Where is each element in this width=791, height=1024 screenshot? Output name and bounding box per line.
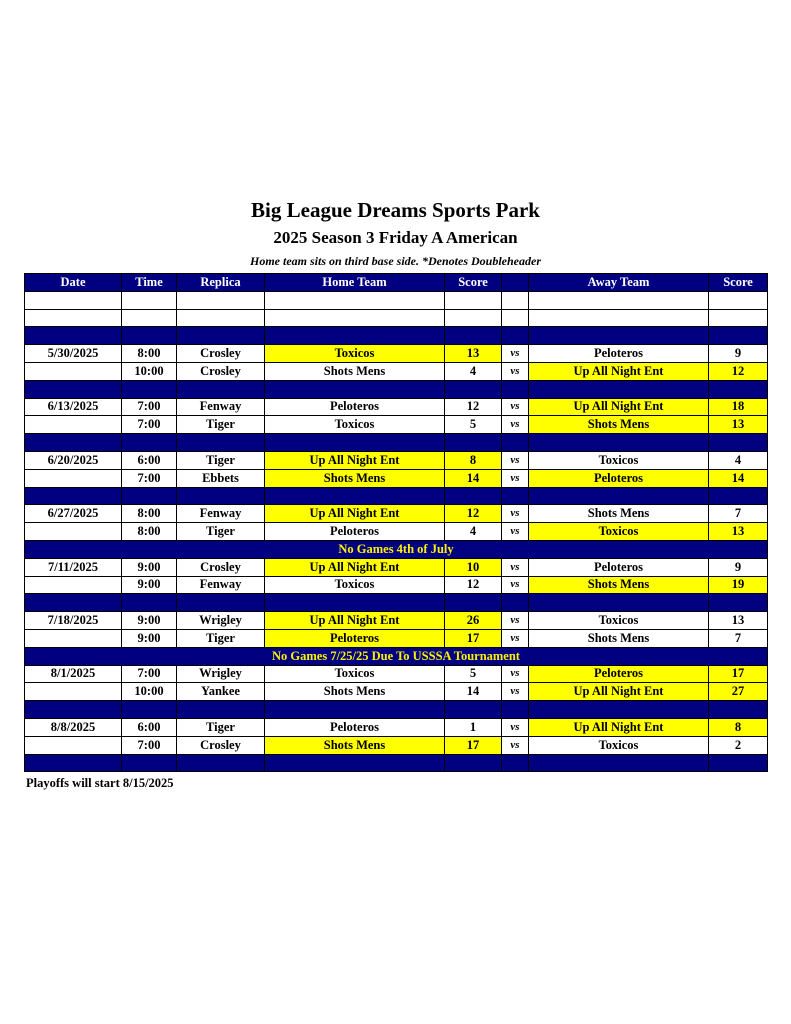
blank-cell [177,291,265,309]
replica-cell: Wrigley [177,665,265,683]
separator-cell [502,754,529,772]
away-team-cell: Toxicos [529,451,709,469]
home-score-cell: 14 [445,469,502,487]
separator-cell [709,754,768,772]
separator-cell [265,487,445,505]
blank-cell [177,309,265,327]
blank-cell [265,291,445,309]
separator-cell [502,487,529,505]
away-score-cell: 27 [709,683,768,701]
away-score-cell: 13 [709,612,768,630]
separator-row [25,701,768,719]
home-score-cell: 1 [445,718,502,736]
date-cell: 7/11/2025 [25,558,122,576]
replica-cell: Yankee [177,683,265,701]
separator-cell [25,380,122,398]
home-team-cell: Up All Night Ent [265,505,445,523]
home-team-cell: Shots Mens [265,362,445,380]
game-row [25,736,768,754]
away-score-cell: 19 [709,576,768,594]
header-away-team: Away Team [529,274,709,292]
separator-cell [709,594,768,612]
separator-row [25,380,768,398]
separator-cell [177,327,265,345]
home-score-cell: 12 [445,398,502,416]
away-team-cell: Up All Night Ent [529,398,709,416]
vs-cell: vs [502,469,529,487]
replica-cell: Wrigley [177,612,265,630]
separator-cell [529,594,709,612]
separator-cell [529,754,709,772]
separator-cell [709,487,768,505]
date-cell: 8/1/2025 [25,665,122,683]
away-team-cell: Peloteros [529,665,709,683]
separator-cell [265,754,445,772]
home-team-cell: Shots Mens [265,469,445,487]
blank-cell [529,309,709,327]
vs-cell: vs [502,576,529,594]
separator-cell [25,701,122,719]
home-team-cell: Shots Mens [265,736,445,754]
blank-cell [529,291,709,309]
game-row [25,345,768,363]
home-score-cell: 26 [445,612,502,630]
time-cell: 8:00 [122,505,177,523]
date-cell: 7/18/2025 [25,612,122,630]
vs-cell: vs [502,718,529,736]
separator-cell [177,380,265,398]
header-date: Date [25,274,122,292]
home-score-cell: 14 [445,683,502,701]
home-score-cell: 12 [445,505,502,523]
home-team-cell: Toxicos [265,345,445,363]
time-cell: 7:00 [122,416,177,434]
game-row [25,558,768,576]
date-cell [25,523,122,541]
home-score-cell: 13 [445,345,502,363]
home-score-cell: 5 [445,665,502,683]
header-away-score: Score [709,274,768,292]
away-team-cell: Shots Mens [529,505,709,523]
game-row [25,398,768,416]
away-score-cell: 9 [709,558,768,576]
blank-cell [265,309,445,327]
away-team-cell: Shots Mens [529,576,709,594]
replica-cell: Tiger [177,523,265,541]
separator-row [25,327,768,345]
home-score-cell: 4 [445,523,502,541]
separator-cell [122,327,177,345]
away-team-cell: Shots Mens [529,416,709,434]
separator-cell [709,701,768,719]
header-row [25,274,768,292]
home-team-cell: Up All Night Ent [265,451,445,469]
home-score-cell: 17 [445,736,502,754]
replica-cell: Tiger [177,718,265,736]
time-cell: 7:00 [122,736,177,754]
blank-row [25,291,768,309]
game-row [25,576,768,594]
blank-cell [709,309,768,327]
separator-row [25,434,768,452]
replica-cell: Crosley [177,362,265,380]
away-score-cell: 12 [709,362,768,380]
separator-cell [529,380,709,398]
separator-cell [709,327,768,345]
away-team-cell: Peloteros [529,345,709,363]
separator-cell [502,594,529,612]
home-score-cell: 4 [445,362,502,380]
away-score-cell: 7 [709,505,768,523]
date-cell: 6/20/2025 [25,451,122,469]
away-team-cell: Up All Night Ent [529,683,709,701]
blank-cell [445,291,502,309]
separator-note: No Games 7/25/25 Due To USSSA Tournament [25,647,768,665]
replica-cell: Tiger [177,451,265,469]
away-team-cell: Toxicos [529,736,709,754]
playoffs-note: Playoffs will start 8/15/2025 [26,776,174,790]
time-cell: 9:00 [122,629,177,647]
away-team-cell: Toxicos [529,523,709,541]
vs-cell: vs [502,416,529,434]
separator-cell [502,434,529,452]
away-score-cell: 7 [709,629,768,647]
blank-row [25,309,768,327]
game-row [25,718,768,736]
separator-cell [445,487,502,505]
vs-cell: vs [502,345,529,363]
time-cell: 7:00 [122,469,177,487]
game-row [25,629,768,647]
separator-cell [265,434,445,452]
separator-cell [25,594,122,612]
vs-cell: vs [502,451,529,469]
date-cell [25,576,122,594]
header-time: Time [122,274,177,292]
replica-cell: Tiger [177,416,265,434]
separator-cell [529,487,709,505]
separator-cell [177,434,265,452]
vs-cell: vs [502,398,529,416]
separator-cell [25,327,122,345]
away-team-cell: Up All Night Ent [529,718,709,736]
game-row [25,612,768,630]
vs-cell: vs [502,523,529,541]
blank-cell [122,291,177,309]
separator-cell [502,327,529,345]
separator-cell [177,701,265,719]
time-cell: 7:00 [122,398,177,416]
separator-row [25,647,768,665]
separator-cell [122,754,177,772]
header-home-team: Home Team [265,274,445,292]
replica-cell: Fenway [177,576,265,594]
home-team-cell: Peloteros [265,398,445,416]
away-team-cell: Up All Night Ent [529,362,709,380]
vs-cell: vs [502,629,529,647]
home-team-cell: Up All Night Ent [265,558,445,576]
time-cell: 7:00 [122,665,177,683]
separator-cell [445,434,502,452]
time-cell: 8:00 [122,523,177,541]
vs-cell: vs [502,736,529,754]
document-subtitle: 2025 Season 3 Friday A American [273,228,518,247]
separator-cell [529,701,709,719]
separator-cell [122,701,177,719]
separator-cell [25,487,122,505]
date-cell [25,629,122,647]
away-score-cell: 18 [709,398,768,416]
home-team-cell: Up All Night Ent [265,612,445,630]
time-cell: 8:00 [122,345,177,363]
game-row [25,505,768,523]
home-team-cell: Toxicos [265,416,445,434]
document-title: Big League Dreams Sports Park [251,198,540,222]
vs-cell: vs [502,362,529,380]
replica-cell: Tiger [177,629,265,647]
separator-cell [177,754,265,772]
separator-cell [122,434,177,452]
away-score-cell: 13 [709,416,768,434]
home-score-cell: 10 [445,558,502,576]
separator-cell [25,434,122,452]
home-team-cell: Shots Mens [265,683,445,701]
away-score-cell: 17 [709,665,768,683]
separator-cell [122,487,177,505]
time-cell: 9:00 [122,612,177,630]
home-score-cell: 12 [445,576,502,594]
separator-cell [445,380,502,398]
separator-note: No Games 4th of July [25,540,768,558]
home-score-cell: 17 [445,629,502,647]
home-score-cell: 8 [445,451,502,469]
away-team-cell: Toxicos [529,612,709,630]
separator-cell [177,594,265,612]
vs-cell: vs [502,665,529,683]
vs-cell: vs [502,505,529,523]
away-team-cell: Peloteros [529,469,709,487]
header-replica: Replica [177,274,265,292]
separator-row [25,754,768,772]
blank-cell [502,291,529,309]
game-row [25,523,768,541]
date-cell: 6/27/2025 [25,505,122,523]
separator-cell [529,327,709,345]
time-cell: 9:00 [122,576,177,594]
header-home-score: Score [445,274,502,292]
blank-cell [25,309,122,327]
vs-cell: vs [502,612,529,630]
blank-cell [709,291,768,309]
time-cell: 6:00 [122,718,177,736]
away-team-cell: Shots Mens [529,629,709,647]
date-cell [25,469,122,487]
separator-cell [177,487,265,505]
replica-cell: Crosley [177,345,265,363]
separator-cell [265,327,445,345]
separator-row [25,540,768,558]
header-vs [502,274,529,292]
blank-cell [25,291,122,309]
separator-cell [122,380,177,398]
game-row [25,416,768,434]
date-cell [25,683,122,701]
separator-cell [502,380,529,398]
away-score-cell: 2 [709,736,768,754]
schedule-table [24,273,768,772]
replica-cell: Crosley [177,558,265,576]
blank-cell [122,309,177,327]
separator-cell [445,701,502,719]
time-cell: 9:00 [122,558,177,576]
blank-cell [502,309,529,327]
separator-row [25,594,768,612]
time-cell: 10:00 [122,362,177,380]
game-row [25,469,768,487]
game-row [25,665,768,683]
date-cell [25,362,122,380]
date-cell [25,416,122,434]
replica-cell: Crosley [177,736,265,754]
date-cell: 5/30/2025 [25,345,122,363]
time-cell: 6:00 [122,451,177,469]
separator-cell [445,754,502,772]
home-team-note: Home team sits on third base side. *Denotes Doubleheader [250,254,541,268]
separator-cell [709,434,768,452]
home-team-cell: Toxicos [265,665,445,683]
replica-cell: Fenway [177,505,265,523]
separator-cell [25,754,122,772]
separator-cell [445,594,502,612]
date-cell: 8/8/2025 [25,718,122,736]
away-team-cell: Peloteros [529,558,709,576]
time-cell: 10:00 [122,683,177,701]
home-team-cell: Peloteros [265,523,445,541]
home-team-cell: Peloteros [265,718,445,736]
game-row [25,362,768,380]
separator-cell [502,701,529,719]
separator-cell [265,380,445,398]
away-score-cell: 8 [709,718,768,736]
home-team-cell: Peloteros [265,629,445,647]
separator-cell [445,327,502,345]
game-row [25,683,768,701]
separator-row [25,487,768,505]
vs-cell: vs [502,558,529,576]
away-score-cell: 9 [709,345,768,363]
away-score-cell: 13 [709,523,768,541]
game-row [25,451,768,469]
separator-cell [265,594,445,612]
vs-cell: vs [502,683,529,701]
separator-cell [122,594,177,612]
blank-cell [445,309,502,327]
replica-cell: Ebbets [177,469,265,487]
home-score-cell: 5 [445,416,502,434]
separator-cell [265,701,445,719]
separator-cell [529,434,709,452]
home-team-cell: Toxicos [265,576,445,594]
date-cell [25,736,122,754]
date-cell: 6/13/2025 [25,398,122,416]
separator-cell [709,380,768,398]
away-score-cell: 14 [709,469,768,487]
schedule-body [25,291,768,772]
away-score-cell: 4 [709,451,768,469]
replica-cell: Fenway [177,398,265,416]
